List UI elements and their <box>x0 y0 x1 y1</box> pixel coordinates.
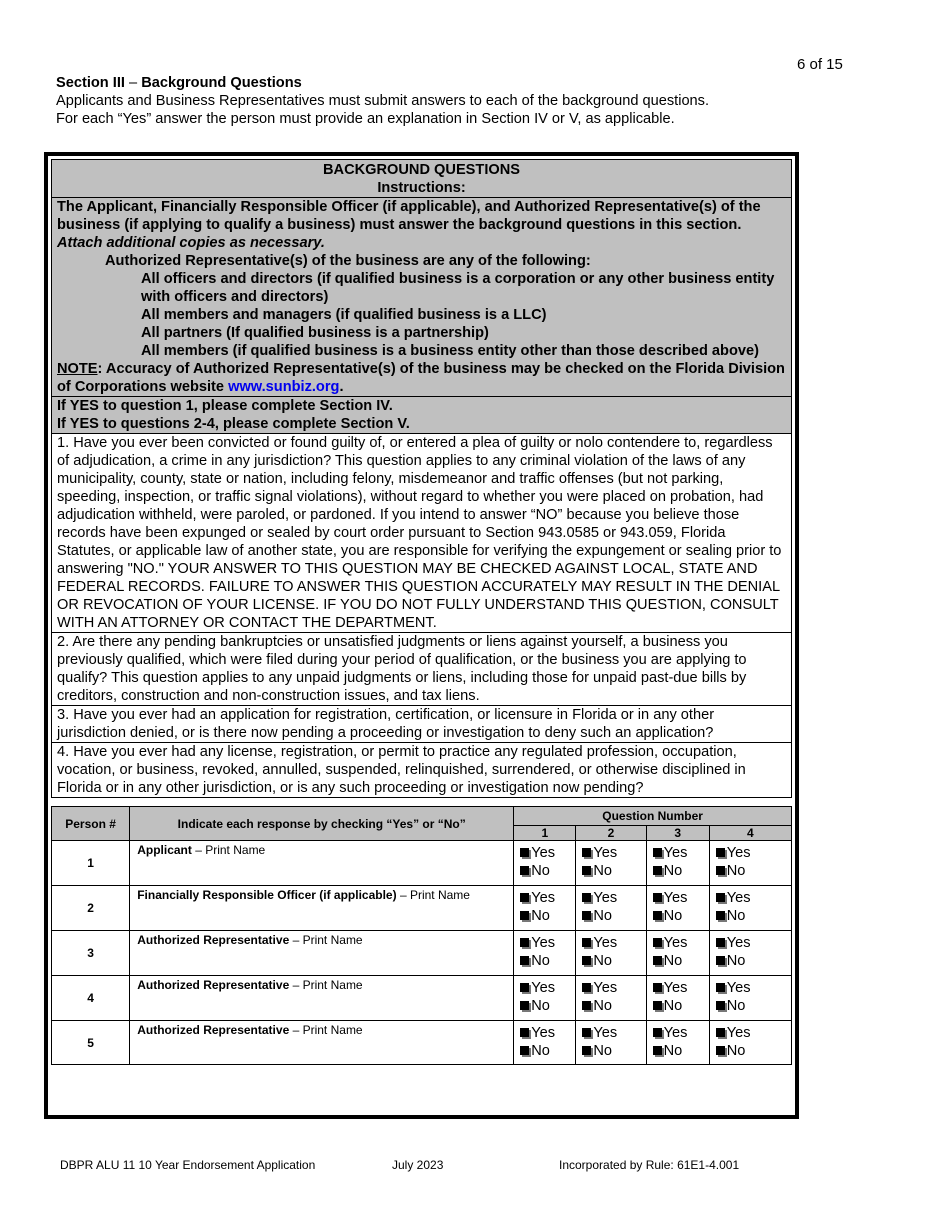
auth-rep-intro: Authorized Representative(s) of the business are any of the following: <box>105 253 591 269</box>
checkbox-icon <box>716 848 725 857</box>
checkbox-icon <box>653 938 662 947</box>
col-person-header: Person # <box>52 807 130 841</box>
auth-rep-item: All partners (If qualified business is a partnership) <box>141 325 489 341</box>
print-name-label: – Print Name <box>191 843 266 857</box>
role-label: Authorized Representative <box>137 933 290 947</box>
checkbox-icon <box>716 1001 725 1010</box>
checkbox-icon <box>520 956 529 965</box>
checkbox-icon <box>653 1001 662 1010</box>
checkbox-icon <box>582 911 591 920</box>
print-name-label: – Print Name <box>396 888 470 902</box>
background-questions-table <box>51 159 792 798</box>
section-header <box>56 74 816 128</box>
col-question-number-header: Question Number <box>514 807 792 826</box>
no-checkbox[interactable]: No <box>716 907 785 925</box>
checkbox-icon <box>520 983 529 992</box>
print-name-field[interactable] <box>130 1021 514 1065</box>
answer-cell <box>514 886 576 931</box>
footer-date: July 2023 <box>392 1158 444 1172</box>
sunbiz-link[interactable]: www.sunbiz.org <box>228 379 340 395</box>
answer-cell <box>576 1021 646 1065</box>
section-title: Section III – Background Questions <box>56 75 302 91</box>
answer-cell <box>576 886 646 931</box>
answer-cell <box>709 1021 791 1065</box>
instructions-intro: The Applicant, Financially Responsible Officer (if applicable), and Authorized Representative(s) of the business (if applying to qualify a business) must answer the background questions in this section. Attach additional copies as necessary. <box>57 199 761 251</box>
checkbox-icon <box>653 1046 662 1055</box>
person-row <box>52 841 792 886</box>
checkbox-icon <box>582 866 591 875</box>
checkbox-icon <box>520 1001 529 1010</box>
no-checkbox[interactable]: No <box>520 1042 569 1060</box>
checkbox-icon <box>582 1001 591 1010</box>
answer-cell <box>646 1021 709 1065</box>
print-name-field[interactable] <box>130 886 514 931</box>
role-label: Financially Responsible Officer (if applicable) <box>137 888 397 902</box>
checkbox-icon <box>520 893 529 902</box>
answer-cell <box>514 931 576 976</box>
bq-heading: BACKGROUND QUESTIONS Instructions: <box>52 160 792 198</box>
checkbox-icon <box>520 911 529 920</box>
checkbox-icon <box>520 866 529 875</box>
answer-cell <box>709 886 791 931</box>
print-name-field[interactable] <box>130 976 514 1021</box>
checkbox-icon <box>653 956 662 965</box>
yes-checkbox[interactable]: Yes <box>520 844 569 862</box>
answer-cell <box>514 1021 576 1065</box>
page-number: 6 of 15 <box>797 56 843 73</box>
role-label: Applicant <box>137 843 192 857</box>
answer-cell <box>709 841 791 886</box>
qnum-header: 3 <box>646 826 709 841</box>
yes-checkbox[interactable]: Yes <box>653 1024 703 1042</box>
section-instructions-line-2: For each “Yes” answer the person must provide an explanation in Section IV or V, as applicable. <box>56 111 675 127</box>
yes-checkbox[interactable]: Yes <box>520 979 569 997</box>
yes-checkbox[interactable]: Yes <box>520 934 569 952</box>
person-number: 1 <box>52 841 130 886</box>
answer-cell <box>709 931 791 976</box>
no-checkbox[interactable]: No <box>653 862 703 880</box>
yes-checkbox[interactable]: Yes <box>653 889 703 907</box>
auth-rep-item: All officers and directors (if qualified business is a corporation or any other business entity with officers and directors) <box>141 271 775 305</box>
yes-checkbox[interactable]: Yes <box>716 1024 785 1042</box>
checkbox-icon <box>653 1028 662 1037</box>
checkbox-icon <box>653 893 662 902</box>
answer-cell <box>646 976 709 1021</box>
checkbox-icon <box>716 911 725 920</box>
checkbox-icon <box>716 983 725 992</box>
question-4: 4. Have you ever had any license, registration, or permit to practice any regulated profession, occupation, vocation, or business, revoked, annulled, suspended, relinquished, surrendered, or otherwise disciplined in Florida or in any other jurisdiction, or is any such proceeding or investigation now pending? <box>52 743 792 798</box>
footer-rule: Incorporated by Rule: 61E1-4.001 <box>559 1158 740 1172</box>
instructions-block <box>52 198 792 397</box>
instructions-label: Instructions: <box>377 180 466 196</box>
answer-cell <box>514 976 576 1021</box>
yes-instructions: If YES to question 1, please complete Section IV. If YES to questions 2-4, please complete Section V. <box>52 397 792 434</box>
role-label: Authorized Representative <box>137 978 290 992</box>
auth-rep-item: All members (if qualified business is a business entity other than those described above) <box>141 343 759 359</box>
checkbox-icon <box>716 1046 725 1055</box>
person-row <box>52 886 792 931</box>
checkbox-icon <box>716 866 725 875</box>
no-checkbox[interactable]: No <box>653 907 703 925</box>
checkbox-icon <box>582 893 591 902</box>
question-1: 1. Have you ever been convicted or found guilty of, or entered a plea of guilty or nolo contendere to, regardless of adjudication, a crime in any jurisdiction? This question applies to any criminal violation of the laws of any municipality, county, state or nation, including felony, misdemeanor and traffic offenses (but not parking, speeding, inspection, or traffic signal violations), without regard to whether you were placed on probation, had adjudication withheld, were paroled, or pardoned. If you intend to answer “NO” because you believe those records have been expunged or sealed by court order pursuant to Section 943.0585 or 943.059, Florida Statutes, or applicable law of another state, you are responsible for verifying the expungement or sealing prior to answering "NO." YOUR ANSWER TO THIS QUESTION MAY BE CHECKED AGAINST LOCAL, STATE AND FEDERAL RECORDS. FAILURE TO ANSWER THIS QUESTION ACCURATELY MAY RESULT IN THE DENIAL OR REVOCATION OF YOUR LICENSE. IF YOU DO NOT FULLY UNDERSTAND THIS QUESTION, CONSULT WITH AN ATTORNEY OR CONTACT THE DEPARTMENT. <box>52 434 792 633</box>
checkbox-icon <box>653 848 662 857</box>
checkbox-icon <box>582 848 591 857</box>
person-number: 5 <box>52 1021 130 1065</box>
qnum-header: 2 <box>576 826 646 841</box>
checkbox-icon <box>716 893 725 902</box>
section-instructions-line-1: Applicants and Business Representatives must submit answers to each of the background questions. <box>56 93 710 109</box>
checkbox-icon <box>653 866 662 875</box>
no-checkbox[interactable]: No <box>716 1042 785 1060</box>
checkbox-icon <box>716 1028 725 1037</box>
no-checkbox[interactable]: No <box>716 862 785 880</box>
person-row <box>52 931 792 976</box>
yes-checkbox[interactable]: Yes <box>582 934 639 952</box>
auth-rep-item: All members and managers (if qualified business is a LLC) <box>141 307 547 323</box>
responses-body <box>52 841 792 1065</box>
checkbox-icon <box>716 956 725 965</box>
no-checkbox[interactable]: No <box>653 1042 703 1060</box>
qnum-header: 4 <box>709 826 791 841</box>
person-number: 3 <box>52 931 130 976</box>
yes-checkbox[interactable]: Yes <box>716 979 785 997</box>
checkbox-icon <box>582 983 591 992</box>
answer-cell <box>646 841 709 886</box>
no-checkbox[interactable]: No <box>520 952 569 970</box>
answer-cell <box>514 841 576 886</box>
no-checkbox[interactable]: No <box>582 952 639 970</box>
no-checkbox[interactable]: No <box>582 862 639 880</box>
yes-checkbox[interactable]: Yes <box>716 889 785 907</box>
checkbox-icon <box>582 938 591 947</box>
checkbox-icon <box>520 1046 529 1055</box>
checkbox-icon <box>520 1028 529 1037</box>
person-number: 2 <box>52 886 130 931</box>
yes-checkbox[interactable]: Yes <box>520 889 569 907</box>
checkbox-icon <box>716 938 725 947</box>
responses-table <box>51 806 792 1065</box>
question-3: 3. Have you ever had an application for registration, certification, or licensure in Florida or in any other jurisdiction denied, or is there now pending a proceeding or investigation to deny such an application? <box>52 706 792 743</box>
yes-checkbox[interactable]: Yes <box>520 1024 569 1042</box>
no-checkbox[interactable]: No <box>716 952 785 970</box>
person-row <box>52 976 792 1021</box>
no-checkbox[interactable]: No <box>716 997 785 1015</box>
col-indicate-header: Indicate each response by checking “Yes” or “No” <box>130 807 514 841</box>
checkbox-icon <box>582 956 591 965</box>
no-checkbox[interactable]: No <box>582 907 639 925</box>
answer-cell <box>576 931 646 976</box>
yes-checkbox[interactable]: Yes <box>582 889 639 907</box>
no-checkbox[interactable]: No <box>653 997 703 1015</box>
footer-form-name: DBPR ALU 11 10 Year Endorsement Application <box>60 1158 316 1172</box>
print-name-label: – Print Name <box>289 978 363 992</box>
yes-checkbox[interactable]: Yes <box>653 844 703 862</box>
yes-checkbox[interactable]: Yes <box>653 979 703 997</box>
no-checkbox[interactable]: No <box>520 862 569 880</box>
yes-checkbox[interactable]: Yes <box>716 934 785 952</box>
print-name-label: – Print Name <box>289 1023 363 1037</box>
no-checkbox[interactable]: No <box>653 952 703 970</box>
no-checkbox[interactable]: No <box>520 907 569 925</box>
person-row <box>52 1021 792 1065</box>
yes-checkbox[interactable]: Yes <box>582 979 639 997</box>
background-questions-form <box>44 152 799 1119</box>
checkbox-icon <box>653 911 662 920</box>
no-checkbox[interactable]: No <box>582 997 639 1015</box>
checkbox-icon <box>582 1046 591 1055</box>
checkbox-icon <box>582 1028 591 1037</box>
answer-cell <box>576 841 646 886</box>
answer-cell <box>646 931 709 976</box>
person-number: 4 <box>52 976 130 1021</box>
answer-cell <box>576 976 646 1021</box>
print-name-label: – Print Name <box>289 933 363 947</box>
yes-checkbox[interactable]: Yes <box>716 844 785 862</box>
answer-cell <box>646 886 709 931</box>
qnum-header: 1 <box>514 826 576 841</box>
checkbox-icon <box>653 983 662 992</box>
checkbox-icon <box>520 938 529 947</box>
yes-checkbox[interactable]: Yes <box>582 1024 639 1042</box>
note: NOTE: Accuracy of Authorized Representative(s) of the business may be checked on the Florida Division of Corporations website www.sunbiz.org. <box>57 361 785 395</box>
question-2: 2. Are there any pending bankruptcies or unsatisfied judgments or liens against yourself, a business you previously qualified, which were filed during your period of qualification, or the business you are applying to qualify? This question applies to any unpaid judgments or liens, including those for unpaid past-due bills by creditors, construction and non-construction issues, and tax liens. <box>52 633 792 706</box>
print-name-field[interactable] <box>130 841 514 886</box>
no-checkbox[interactable]: No <box>520 997 569 1015</box>
no-checkbox[interactable]: No <box>582 1042 639 1060</box>
yes-checkbox[interactable]: Yes <box>653 934 703 952</box>
yes-checkbox[interactable]: Yes <box>582 844 639 862</box>
checkbox-icon <box>520 848 529 857</box>
answer-cell <box>709 976 791 1021</box>
role-label: Authorized Representative <box>137 1023 290 1037</box>
print-name-field[interactable] <box>130 931 514 976</box>
